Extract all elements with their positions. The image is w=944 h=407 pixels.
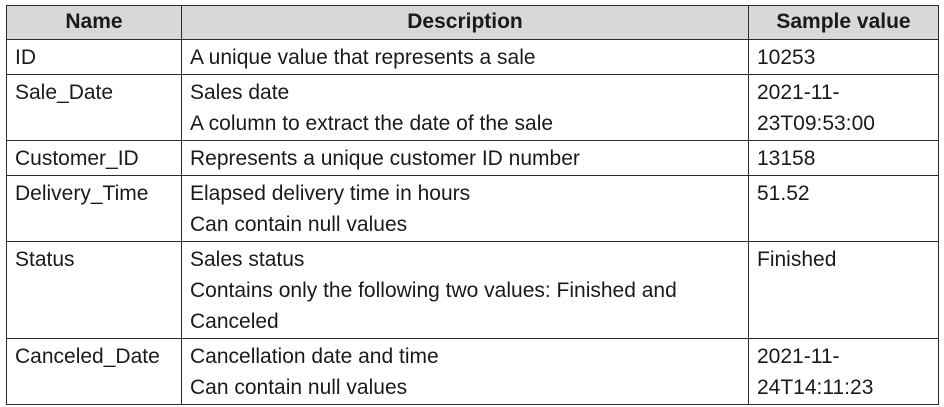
description-line: A column to extract the date of the sale [190, 112, 554, 135]
cell-description [182, 176, 749, 242]
schema-table [6, 5, 939, 405]
description-line: Elapsed delivery time in hours [190, 182, 471, 205]
cell-sample [749, 242, 939, 339]
sample-line: 13158 [757, 147, 816, 170]
sample-line: 24T14:11:23 [757, 376, 874, 399]
header-sample-value: Sample value [749, 6, 939, 40]
cell-name: Canceled_Date [7, 339, 182, 405]
cell-name: Delivery_Time [7, 176, 182, 242]
description-line: Cancellation date and time [190, 345, 439, 368]
sample-line: 23T09:53:00 [757, 112, 875, 135]
description-line: Can contain null values [190, 376, 408, 399]
table-row [7, 75, 939, 141]
cell-sample [749, 75, 939, 141]
cell-description [182, 242, 749, 339]
cell-description [182, 75, 749, 141]
description-line: Contains only the following two values: Finished and [190, 279, 677, 302]
table-row [7, 40, 939, 75]
sample-line: 51.52 [757, 182, 810, 205]
cell-sample [749, 176, 939, 242]
description-line: Can contain null values [190, 213, 408, 236]
cell-sample [749, 339, 939, 405]
sample-line: 10253 [757, 46, 816, 69]
description-line: A unique value that represents a sale [190, 46, 536, 69]
cell-description [182, 339, 749, 405]
table-row [7, 176, 939, 242]
table-row [7, 242, 939, 339]
description-line: Represents a unique customer ID number [190, 147, 580, 170]
cell-description [182, 40, 749, 75]
cell-name: Customer_ID [7, 141, 182, 176]
header-name: Name [7, 6, 182, 40]
cell-description [182, 141, 749, 176]
cell-name: ID [7, 40, 182, 75]
description-line: Sales date [190, 81, 290, 104]
header-row [7, 6, 939, 40]
description-line: Canceled [190, 310, 279, 333]
header-description: Description [182, 6, 749, 40]
table-row [7, 141, 939, 176]
table-row [7, 339, 939, 405]
description-line: Sales status [190, 248, 305, 271]
cell-name: Sale_Date [7, 75, 182, 141]
sample-line: 2021-11- [757, 81, 840, 104]
cell-sample [749, 40, 939, 75]
sample-line: 2021-11- [757, 345, 840, 368]
cell-name: Status [7, 242, 182, 339]
cell-sample [749, 141, 939, 176]
sample-line: Finished [757, 248, 837, 271]
